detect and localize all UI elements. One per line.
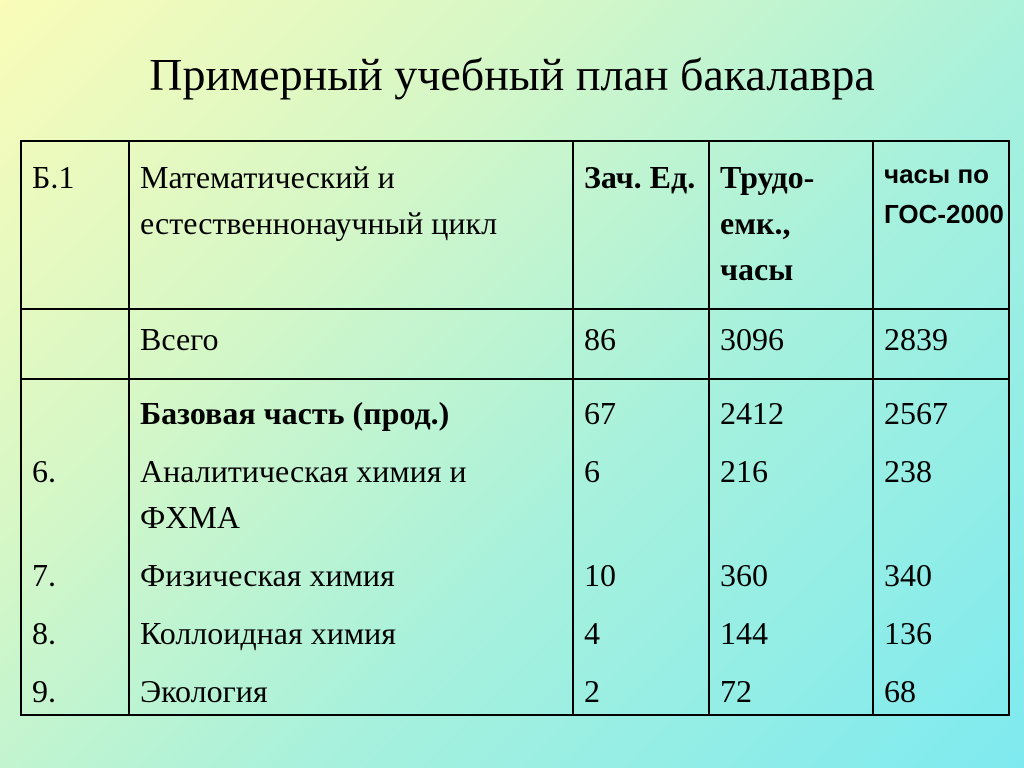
- course-gos: 68: [884, 673, 916, 709]
- total-num: [21, 309, 129, 379]
- header-gos-hours: часы по ГОС-2000: [873, 141, 1009, 309]
- course-num: 7.: [32, 557, 56, 593]
- course-num-column: [21, 379, 129, 715]
- header-code: Б.1: [21, 141, 129, 309]
- course-name: Аналитическая химия и ФХМА: [140, 453, 467, 535]
- course-gos: 340: [884, 557, 932, 593]
- header-credits: Зач. Ед.: [573, 141, 709, 309]
- course-gos: 238: [884, 453, 932, 489]
- course-hours: 360: [720, 557, 768, 593]
- course-name: Базовая часть (прод.): [140, 395, 450, 431]
- header-cycle-name: Математический и естественнонаучный цикл: [129, 141, 573, 309]
- course-credits: 6: [584, 453, 600, 489]
- table-row-total: [21, 309, 1009, 379]
- course-gos-column: [873, 379, 1009, 715]
- course-hours: 216: [720, 453, 768, 489]
- course-gos: 136: [884, 615, 932, 651]
- total-hours: 3096: [709, 309, 873, 379]
- course-credits: 10: [584, 557, 616, 593]
- total-credits: 86: [573, 309, 709, 379]
- header-hours: Трудо-емк., часы: [709, 141, 873, 309]
- course-num: 8.: [32, 615, 56, 651]
- page-title: Примерный учебный план бакалавра: [149, 49, 875, 100]
- course-gos: 2567: [884, 395, 948, 431]
- course-credits: 4: [584, 615, 600, 651]
- course-name-column: [129, 379, 573, 715]
- table-header-row: [21, 141, 1009, 309]
- course-num: 9.: [32, 673, 56, 709]
- total-gos: 2839: [873, 309, 1009, 379]
- course-hours: 144: [720, 615, 768, 651]
- course-name: Физическая химия: [140, 557, 395, 593]
- course-name: Коллоидная химия: [140, 615, 396, 651]
- curriculum-table: [20, 140, 1010, 716]
- total-label: Всего: [129, 309, 573, 379]
- course-num: [32, 390, 118, 448]
- course-hours-column: [709, 379, 873, 715]
- course-num: 6.: [32, 453, 56, 489]
- table-row-courses: [21, 379, 1009, 715]
- course-name: Экология: [140, 673, 268, 709]
- course-hours: 2412: [720, 395, 784, 431]
- course-credits: 2: [584, 673, 600, 709]
- course-hours: 72: [720, 673, 752, 709]
- course-credits: 67: [584, 395, 616, 431]
- course-credits-column: [573, 379, 709, 715]
